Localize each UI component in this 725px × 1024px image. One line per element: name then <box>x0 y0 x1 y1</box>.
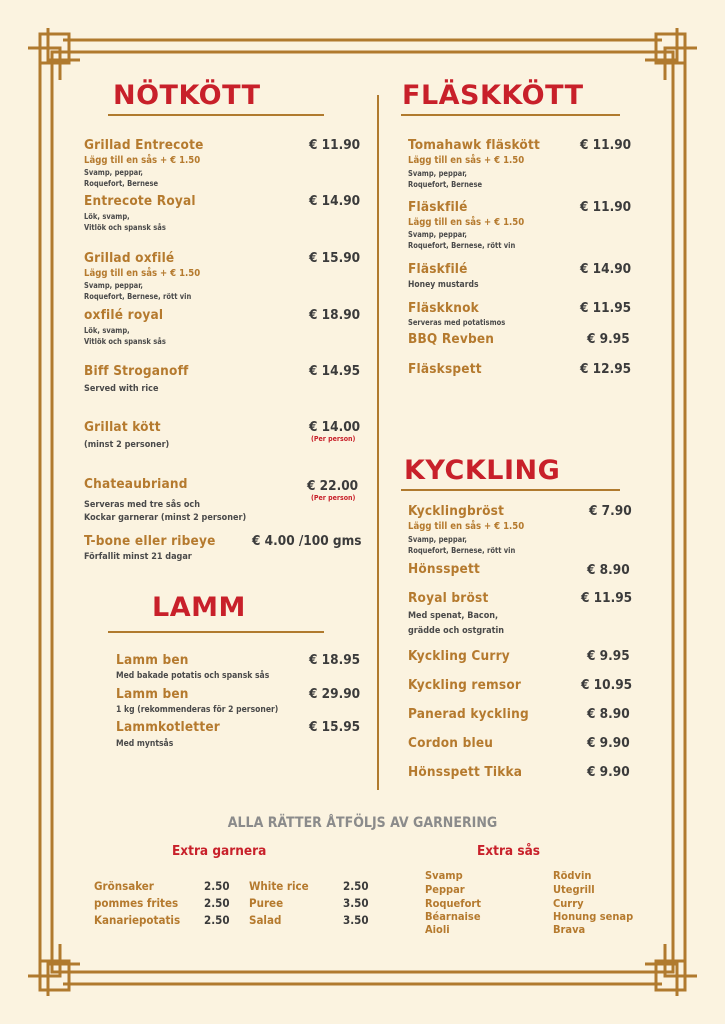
sauce-name: Brava <box>553 923 586 936</box>
garnish-price: 2.50 <box>343 879 369 893</box>
item-name: Lamm ben <box>116 686 189 702</box>
item-desc: Svamp, peppar, <box>84 168 143 177</box>
item-name: Grillat kött <box>84 419 161 435</box>
garnish-name: Grönsaker <box>94 879 154 893</box>
item-price: € 11.95 <box>580 300 632 316</box>
sauce-name: Rödvin <box>553 869 592 882</box>
garnish-price: 2.50 <box>204 896 230 910</box>
garnish-name: White rice <box>249 879 309 893</box>
item-price: € 11.95 <box>581 590 633 606</box>
sauce-name: Honung senap <box>553 910 634 923</box>
item-price: € 22.00 <box>307 478 359 494</box>
column-divider <box>377 95 379 790</box>
item-price: € 7.90 <box>589 503 632 519</box>
item-desc: Med spenat, Bacon, <box>408 611 499 621</box>
sauce-name: Svamp <box>425 869 463 882</box>
item-price: € 14.90 <box>309 193 361 209</box>
item-desc: Svamp, peppar, <box>408 535 467 544</box>
item-desc: Served with rice <box>84 384 159 394</box>
item-name: Grillad oxfilé <box>84 250 175 266</box>
item-price: € 12.95 <box>580 361 632 377</box>
garnish-price: 3.50 <box>343 896 369 910</box>
garnish-name: Kanariepotatis <box>94 913 181 927</box>
item-price: € 8.90 <box>587 706 630 722</box>
item-desc: Med bakade potatis och spansk sås <box>116 671 270 681</box>
item-desc: grädde och ostgratin <box>408 626 505 636</box>
item-addon: Lägg till en sås + € 1.50 <box>84 268 201 279</box>
per-person-note: (Per person) <box>311 435 356 443</box>
section-title-kyckling: KYCKLING <box>404 455 561 486</box>
section-title-lamm: LAMM <box>152 592 246 623</box>
item-name: Panerad kyckling <box>408 706 529 722</box>
item-name: Cordon bleu <box>408 735 494 751</box>
section-title-notkott: NÖTKÖTT <box>113 80 261 111</box>
garnish-name: Puree <box>249 896 284 910</box>
sauce-name: Utegrill <box>553 883 595 896</box>
section-title-flaskkott: FLÄSKKÖTT <box>402 80 584 111</box>
item-name: Fläskfilé <box>408 261 468 277</box>
item-name: Fläskfilé <box>408 199 468 215</box>
garnish-name: pommes frites <box>94 896 179 910</box>
item-desc: Roquefort, Bernese, rött vin <box>408 241 516 250</box>
garnish-note: ALLA RÄTTER ÅTFÖLJS AV GARNERING <box>227 815 498 831</box>
item-name: Lammkotletter <box>116 719 220 735</box>
item-desc: Lök, svamp, <box>84 212 130 221</box>
garnish-price: 2.50 <box>204 879 230 893</box>
extra-garnera-title: Extra garnera <box>172 843 267 859</box>
item-name: Fläskknok <box>408 300 479 316</box>
extra-sas-title: Extra sås <box>477 843 541 859</box>
item-price: € 9.90 <box>587 735 630 751</box>
item-desc: Med myntsås <box>116 739 174 749</box>
item-desc: Honey mustards <box>408 280 479 290</box>
sauce-name: Béarnaise <box>425 910 481 923</box>
item-addon: Lägg till en sås + € 1.50 <box>408 217 525 228</box>
item-name: Tomahawk fläskött <box>408 137 540 153</box>
item-addon: Lägg till en sås + € 1.50 <box>408 155 525 166</box>
section-underline <box>108 631 324 633</box>
item-desc: Svamp, peppar, <box>408 169 467 178</box>
item-price: € 10.95 <box>581 677 633 693</box>
section-underline <box>108 114 324 116</box>
item-price: € 14.00 <box>309 419 361 435</box>
item-price: € 29.90 <box>309 686 361 702</box>
section-underline <box>401 114 620 116</box>
garnish-name: Salad <box>249 913 282 927</box>
sauce-name: Aioli <box>425 923 450 936</box>
item-desc: (minst 2 personer) <box>84 440 170 450</box>
section-underline <box>401 489 620 491</box>
item-desc: Roquefort, Bernese, rött vin <box>84 292 192 301</box>
garnish-price: 3.50 <box>343 913 369 927</box>
item-name: Kycklingbröst <box>408 503 505 519</box>
item-desc: Svamp, peppar, <box>84 281 143 290</box>
item-price: € 15.95 <box>309 719 361 735</box>
item-price: € 9.90 <box>587 764 630 780</box>
item-name: Fläskspett <box>408 361 482 377</box>
item-price: € 14.90 <box>580 261 632 277</box>
sauce-name: Peppar <box>425 883 465 896</box>
item-desc: Svamp, peppar, <box>408 230 467 239</box>
item-desc: Serveras med potatismos <box>408 318 506 327</box>
item-name: Biff Stroganoff <box>84 363 189 379</box>
item-name: Grillad Entrecote <box>84 137 204 153</box>
item-addon: Lägg till en sås + € 1.50 <box>84 155 201 166</box>
item-name: oxfilé royal <box>84 307 164 323</box>
item-name: Lamm ben <box>116 652 189 668</box>
item-price: € 9.95 <box>587 648 630 664</box>
item-name: Entrecote Royal <box>84 193 196 209</box>
item-name: Royal bröst <box>408 590 489 606</box>
sauce-name: Curry <box>553 897 584 910</box>
item-price: € 4.00 /100 gms <box>252 533 362 549</box>
item-name: Hönsspett Tikka <box>408 764 523 780</box>
item-desc: Roquefort, Bernese <box>408 180 483 189</box>
item-price: € 15.90 <box>309 250 361 266</box>
item-desc: Roquefort, Bernese <box>84 179 159 188</box>
item-name: BBQ Revben <box>408 331 495 347</box>
item-price: € 18.95 <box>309 652 361 668</box>
item-addon: Lägg till en sås + € 1.50 <box>408 521 525 532</box>
item-price: € 9.95 <box>587 331 630 347</box>
item-price: € 11.90 <box>580 137 632 153</box>
item-desc: Förfallit minst 21 dagar <box>84 552 192 562</box>
item-name: Kyckling remsor <box>408 677 522 693</box>
item-name: T-bone eller ribeye <box>84 533 216 549</box>
item-desc: Roquefort, Bernese, rött vin <box>408 546 516 555</box>
item-price: € 14.95 <box>309 363 361 379</box>
item-price: € 11.90 <box>309 137 361 153</box>
item-price: € 18.90 <box>309 307 361 323</box>
item-desc: Lök, svamp, <box>84 326 130 335</box>
item-desc: Vitlök och spansk sås <box>84 223 166 232</box>
item-name: Hönsspett <box>408 561 480 577</box>
item-desc: 1 kg (rekommenderas för 2 personer) <box>116 705 279 715</box>
per-person-note: (Per person) <box>311 494 356 502</box>
item-price: € 8.90 <box>587 562 630 578</box>
item-name: Kyckling Curry <box>408 648 510 664</box>
item-desc: Serveras med tre sås och <box>84 500 200 510</box>
item-name: Chateaubriand <box>84 476 188 492</box>
item-desc: Vitlök och spansk sås <box>84 337 166 346</box>
sauce-name: Roquefort <box>425 897 481 910</box>
item-price: € 11.90 <box>580 199 632 215</box>
item-desc: Kockar garnerar (minst 2 personer) <box>84 513 247 523</box>
garnish-price: 2.50 <box>204 913 230 927</box>
